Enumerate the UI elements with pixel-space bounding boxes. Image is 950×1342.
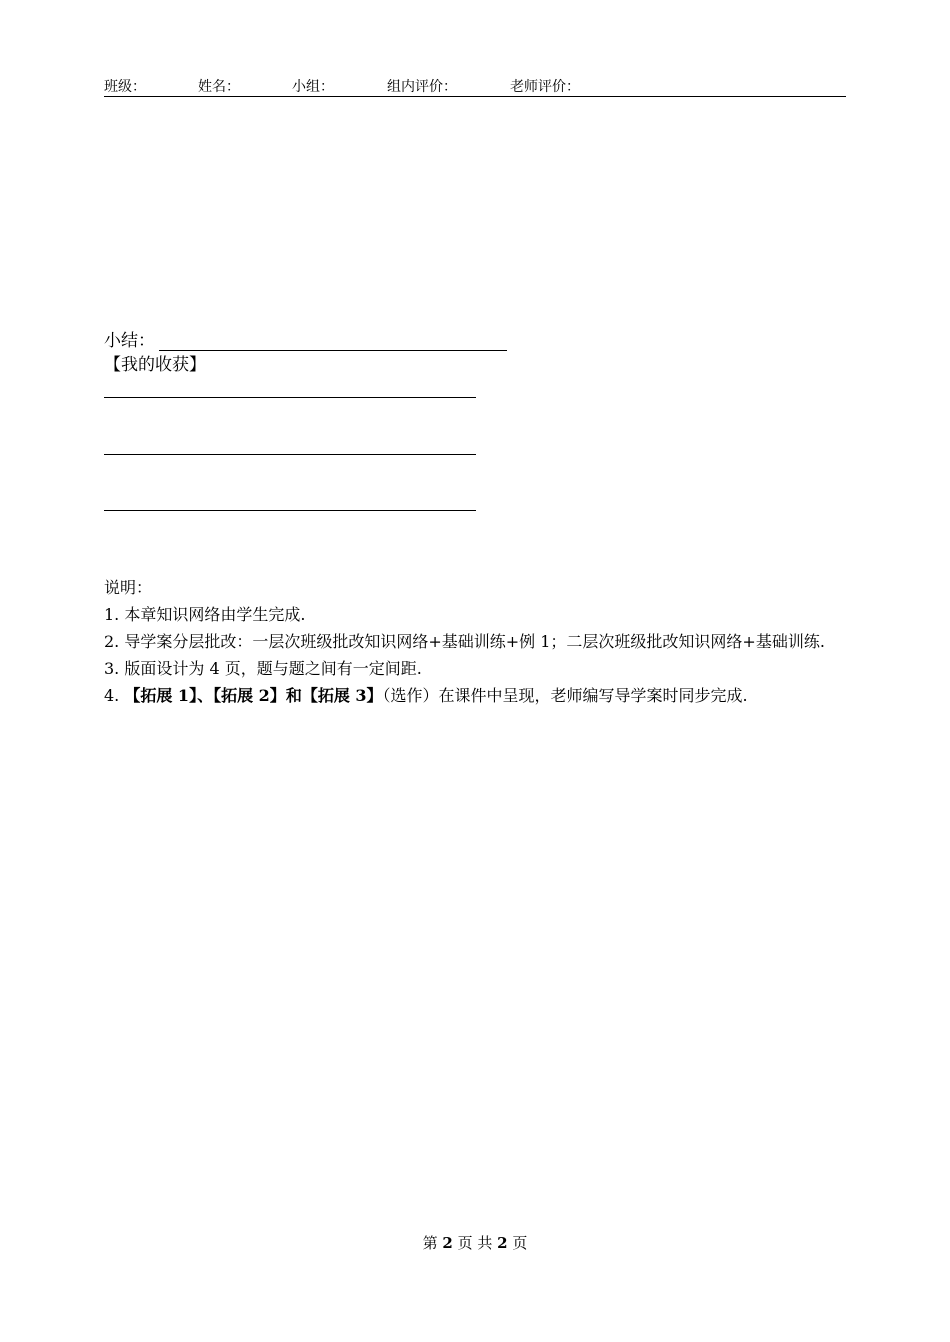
extension-2-tag: 【拓展 2】 [213, 686, 286, 705]
harvest-blank-line [104, 509, 476, 511]
total-page-number: 2 [497, 1234, 508, 1252]
harvest-title: 【我的收获】 [104, 355, 206, 375]
name-label: 姓名： [198, 79, 240, 95]
page-footer [0, 1232, 950, 1253]
summary-row [104, 326, 507, 351]
summary-blank-line [159, 334, 507, 351]
footer-pre: 第 [422, 1234, 438, 1252]
footer-post: 页 [512, 1234, 528, 1252]
notes-item [104, 682, 852, 709]
current-page-number: 2 [442, 1234, 453, 1252]
notes-title: 说明： [104, 578, 153, 597]
item4-rest: （选作）在课件中呈现，老师编写导学案时同步完成. [382, 686, 748, 705]
notes-item: 1. 本章知识网络由学生完成. [104, 605, 306, 624]
separator: 、 [197, 686, 214, 705]
notes-item: 3. 版面设计为 4 页，题与题之间有一定间距. [104, 659, 422, 678]
peer-eval-label: 组内评价： [387, 79, 457, 95]
class-label: 班级： [104, 79, 146, 95]
page-header [104, 74, 846, 97]
notes-section [104, 574, 852, 709]
and-word: 和 [285, 686, 302, 705]
item4-prefix: 4. [104, 686, 125, 705]
extension-1-tag: 【拓展 1】 [124, 686, 198, 705]
summary-label: 小结： [104, 331, 155, 351]
harvest-blank-line [104, 453, 476, 455]
notes-item: 2. 导学案分层批改：一层次班级批改知识网络+基础训练+例 1；二层次班级批改知识网络+基础训练. [104, 632, 825, 651]
teacher-eval-label: 老师评价： [510, 79, 580, 95]
extension-3-tag: 【拓展 3】 [301, 686, 383, 705]
group-label: 小组： [292, 79, 334, 95]
harvest-blank-line [104, 396, 476, 398]
footer-mid: 页 共 [457, 1234, 493, 1252]
